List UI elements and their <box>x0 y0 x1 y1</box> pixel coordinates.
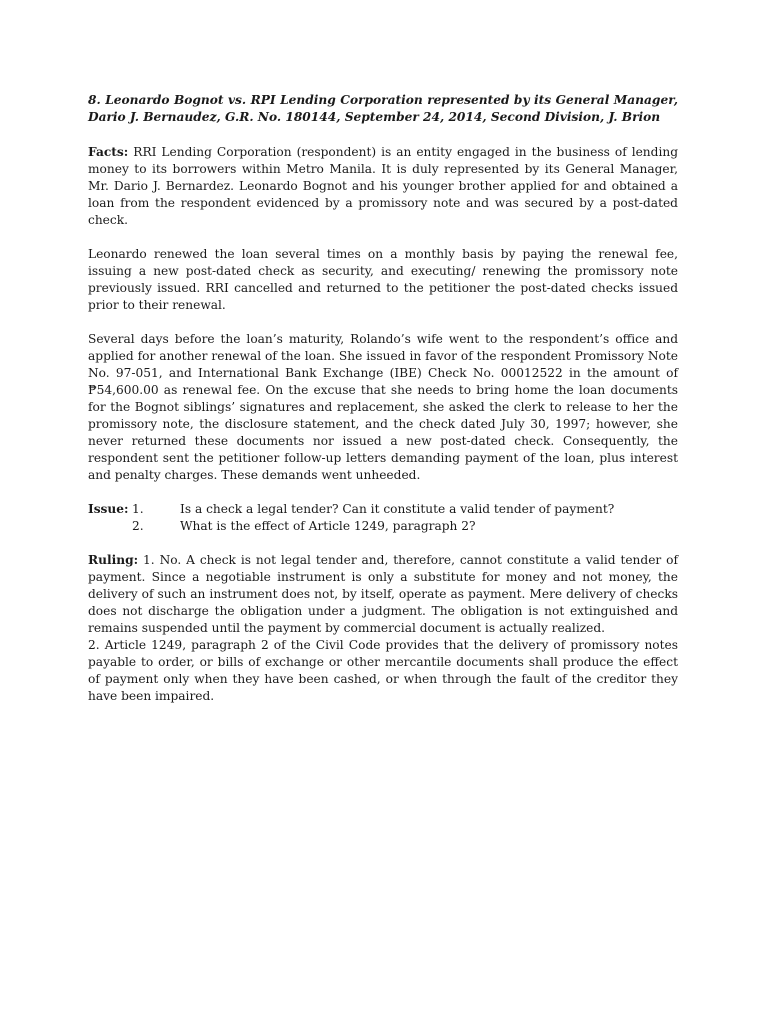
facts-paragraph-1 <box>88 144 678 229</box>
issue-section <box>88 501 678 535</box>
issue-question: What is the effect of Article 1249, paragraph 2? <box>180 519 476 533</box>
issue-question: Is a check a legal tender? Can it constitute a valid tender of payment? <box>180 502 615 516</box>
ruling-section <box>88 552 678 705</box>
ruling-paragraph-2: 2. Article 1249, paragraph 2 of the Civil Code provides that the delivery of promissory notes payable to order, or bills of exchange or other mercantile documents shall produce the effect of payment only when they have been cashed, or when through the fault of the creditor they have been impaired. <box>88 638 678 703</box>
facts-text-1: RRI Lending Corporation (respondent) is an entity engaged in the business of lending money to its borrowers within Metro Manila. It is duly represented by its General Manager, Mr. Dario J. Bernardez. Leonardo Bognot and his younger brother applied for and obtained a loan from the respondent evidenced by a promissory note and was secured by a post-dated check. <box>88 145 678 227</box>
issue-number: 1. <box>132 502 144 516</box>
facts-label: Facts: <box>88 145 129 159</box>
ruling-label: Ruling: <box>88 553 139 567</box>
issue-number: 2. <box>132 519 144 533</box>
facts-paragraph-2: Leonardo renewed the loan several times on a monthly basis by paying the renewal fee, issuing a new post-dated check as security, and executing/ renewing the promissory note previously issued. RRI cancelled and returned to the petitioner the post-dated checks issued prior to their renewal. <box>88 247 678 312</box>
ruling-paragraph-1 <box>88 552 678 637</box>
facts-paragraph-3: Several days before the loan’s maturity, Rolando’s wife went to the respondent’s office and applied for another renewal of the loan. She issued in favor of the respondent Promissory Note No. 97-051, and International Bank Exchange (IBE) Check No. 00012522 in the amount of ₱54,600.00 as renewal fee. On the excuse that she needs to bring home the loan documents for the Bognot siblings’ signatures and replacement, she asked the clerk to release to her the promissory note, the disclosure statement, and the check dated July 30, 1997; however, she never returned these documents nor issued a new post-dated check. Consequently, the respondent sent the petitioner follow-up letters demanding payment of the loan, plus interest and penalty charges. These demands went unheeded. <box>88 332 678 482</box>
issue-item <box>88 518 678 535</box>
case-title: 8. Leonardo Bognot vs. RPI Lending Corporation represented by its General Manager, Dario J. Bernaudez, G.R. No. 180144, September 24, 2014, Second Division, J. Brion <box>88 93 678 124</box>
document-page <box>88 92 678 705</box>
ruling-text-1: 1. No. A check is not legal tender and, therefore, cannot constitute a valid tender of payment. Since a negotiable instrument is only a substitute for money and not money, the delivery of such an instrument does not, by itself, operate as payment. Mere delivery of checks does not discharge the obligation under a judgment. The obligation is not extinguished and remains suspended until the payment by commercial document is actually realized. <box>88 553 678 635</box>
issue-item <box>88 501 678 518</box>
issue-label: Issue: <box>88 502 129 516</box>
